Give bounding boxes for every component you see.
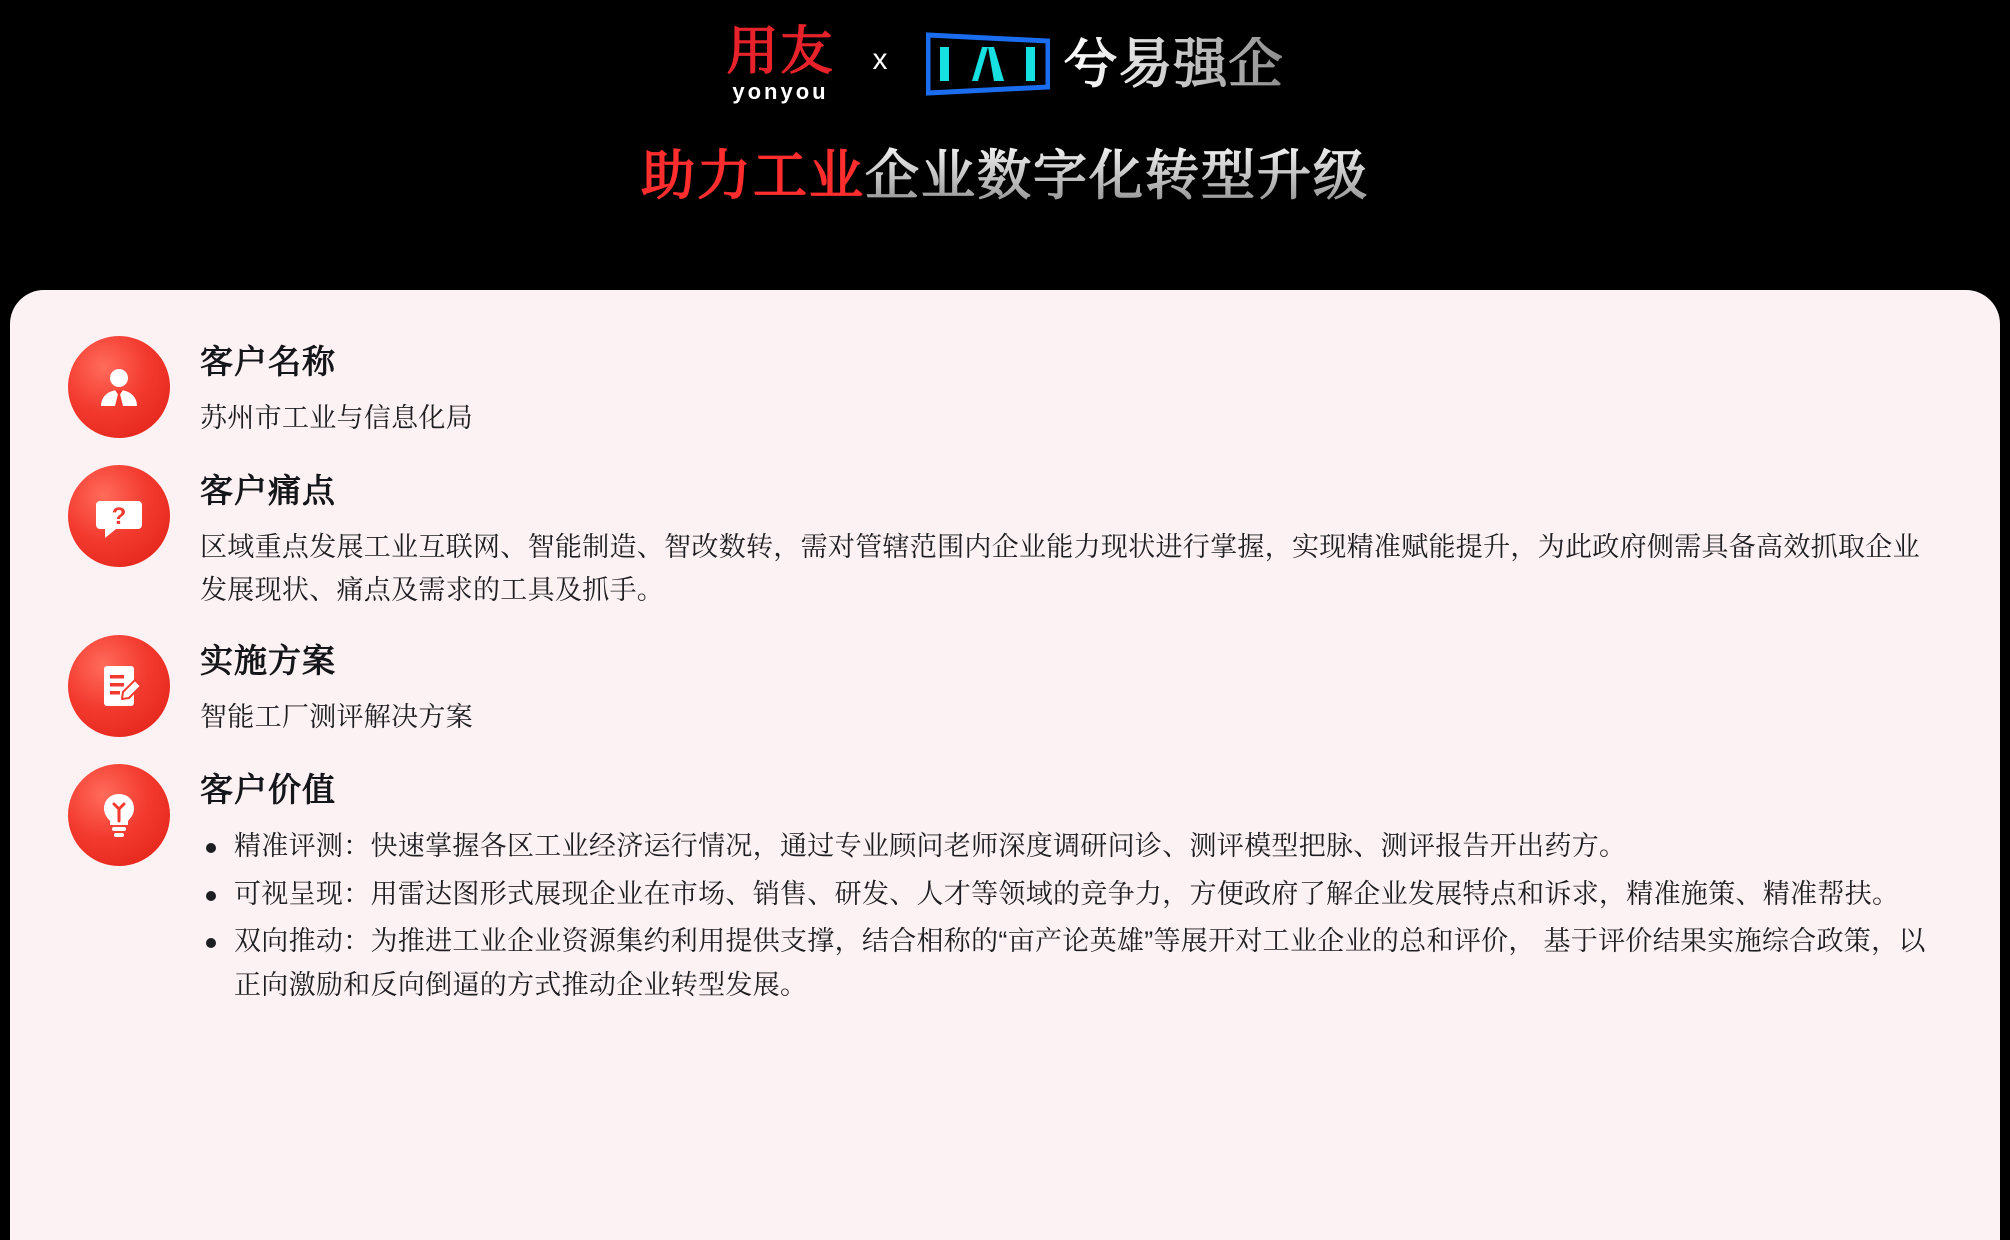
qiyi-brand-cn: 兮易强企 <box>1063 34 1284 94</box>
page-headline <box>0 144 2010 209</box>
section-text: 苏州市工业与信息化局 <box>200 403 473 433</box>
yonyou-logo-cn: 用友 <box>726 22 835 81</box>
svg-text:?: ? <box>111 502 127 530</box>
section-implementation-plan <box>68 631 1942 740</box>
list-item: 双向推动：为推进工业企业资源集约利用提供支撑，结合相称的“亩产论英雄”等展开对工业企业的总和评价， 基于评价结果实施综合政策，以正向激励和反向倒逼的方式推动企业转型发展。 <box>200 920 1942 1007</box>
headline-red-part: 助力工业 <box>641 146 865 206</box>
iai-mark-icon <box>926 31 1050 97</box>
headline-grey-part: 企业数字化转型升级 <box>865 146 1369 206</box>
iai-qiyi-logo <box>926 31 1284 97</box>
logo-separator-x: x <box>872 43 888 76</box>
section-customer-value <box>68 760 1942 1012</box>
section-text: 智能工厂测评解决方案 <box>200 702 473 733</box>
section-body <box>200 461 1942 613</box>
content-card <box>10 290 2000 1240</box>
section-title: 实施方案 <box>200 642 336 680</box>
user-icon <box>68 336 170 438</box>
question-bubble-icon <box>68 465 170 567</box>
section-body <box>200 760 1942 1012</box>
brand-logo-row <box>0 18 2010 110</box>
section-body <box>200 332 1942 441</box>
section-body <box>200 631 1942 740</box>
section-text: 区域重点发展工业互联网、智能制造、智改数转，需对管辖范围内企业能力现状进行掌握，实现精准赋能提升，为此政府侧需具备高效抓取企业发展现状、痛点及需求的工具及抓手。 <box>200 531 1920 606</box>
list-item: 可视呈现：用雷达图形式展现企业在市场、销售、研发、人才等领域的竞争力，方便政府了解企业发展特点和诉求，精准施策、精准帮扶。 <box>200 873 1942 917</box>
document-edit-icon <box>68 635 170 737</box>
section-pain-points <box>68 461 1942 613</box>
list-item: 精准评测：快速掌握各区工业经济运行情况，通过专业顾问老师深度调研问诊、测评模型把脉、测评报告开出药方。 <box>200 825 1942 869</box>
value-bullet-list <box>200 825 1942 1008</box>
section-title: 客户价值 <box>200 770 336 808</box>
yonyou-logo <box>726 22 835 104</box>
section-title: 客户痛点 <box>200 471 336 509</box>
section-customer-name <box>68 332 1942 441</box>
page-header <box>0 0 2010 209</box>
lightbulb-icon <box>68 764 170 866</box>
yonyou-logo-en: yonyou <box>732 78 829 104</box>
section-title: 客户名称 <box>200 343 336 380</box>
